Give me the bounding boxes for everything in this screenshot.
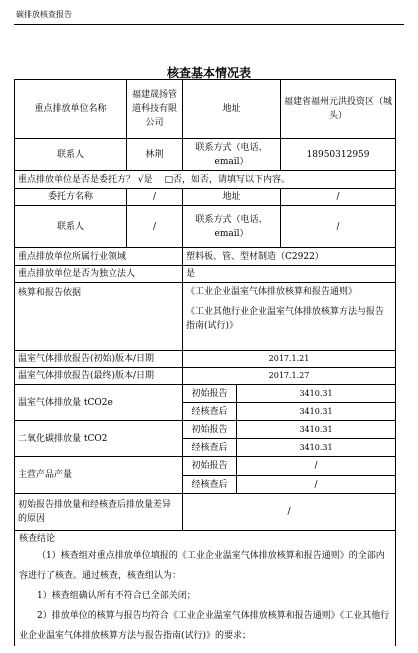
contact-value: 林荆 <box>127 139 183 171</box>
basis-item: 《工业其他行业企业温室气体排放核算方法与报告指南(试行)》 <box>186 307 385 331</box>
co2-initial-label: 初始报告 <box>183 421 237 439</box>
entrusted-question: 重点排放单位是否是委托方？ √是 □否，如否，请填写以下内容。 <box>15 171 396 189</box>
conclusion-paragraph: 1）核查组确认所有不符合已全部关闭； <box>37 591 196 601</box>
client-address-value: / <box>281 189 396 206</box>
table-row <box>15 189 396 206</box>
product-initial-value: / <box>237 457 396 476</box>
table-row <box>15 421 396 439</box>
client-name-value: / <box>127 189 183 206</box>
basis-item: 《工业企业温室气体排放核算和报告通则》 <box>186 287 358 297</box>
final-version-value: 2017.1.27 <box>183 368 396 385</box>
co2-initial-value: 3410.31 <box>237 421 396 439</box>
industry-value: 塑料板、管、型材制造（C2922） <box>183 248 396 266</box>
report-header: 碳排放核查报告 <box>16 10 72 19</box>
contact-label: 联系人 <box>15 139 127 171</box>
table-row <box>15 283 396 351</box>
contact-method-label: 联系方式（电话、email） <box>183 139 281 171</box>
product-final-label: 经核查后 <box>183 476 237 494</box>
client-address-label: 地址 <box>183 189 281 206</box>
diff-reason-label: 初始报告排放量和经核查后排放量差异的原因 <box>15 494 183 531</box>
co2-label: 二氧化碳排放量 tCO2 <box>15 421 183 457</box>
address-value: 福建省福州元洪投资区（城头） <box>281 80 396 139</box>
client-contact-label: 联系人 <box>15 206 127 248</box>
verification-info-table <box>14 79 396 646</box>
product-label: 主营产品产量 <box>15 457 183 494</box>
table-row <box>15 266 396 283</box>
client-contact-value: / <box>127 206 183 248</box>
ghg-initial-value: 3410.31 <box>237 385 396 403</box>
conclusion-paragraph: 2）排放单位的核算与报告均符合《工业企业温室气体排放核算和报告通则》《工业其他行业企业温室气体排放核算方法与报告指南(试行)》的要求； <box>19 611 390 641</box>
contact-method-value: 18950312959 <box>281 139 396 171</box>
table-row <box>15 351 396 368</box>
conclusion-paragraph: （1）核查组对重点排放单位填报的《工业企业温室气体排放核算和报告通则》的全部内容进行了核查。通过核查，核查组认为： <box>19 551 385 581</box>
table-title: 核查基本情况表 <box>166 66 251 80</box>
co2-final-value: 3410.31 <box>237 439 396 457</box>
header-divider <box>14 24 404 25</box>
ghg-label: 温室气体排放量 tCO2e <box>15 385 183 421</box>
ghg-initial-label: 初始报告 <box>183 385 237 403</box>
basis-value <box>183 283 396 351</box>
conclusion-cell <box>15 531 396 647</box>
initial-version-label: 温室气体排放报告(初始)版本/日期 <box>15 351 183 368</box>
client-method-label: 联系方式（电话、email） <box>183 206 281 248</box>
client-name-label: 委托方名称 <box>15 189 127 206</box>
table-row <box>15 368 396 385</box>
initial-version-value: 2017.1.21 <box>183 351 396 368</box>
address-label: 地址 <box>183 80 281 139</box>
table-row <box>15 531 396 647</box>
table-row <box>15 494 396 531</box>
independent-value: 是 <box>183 266 396 283</box>
product-initial-label: 初始报告 <box>183 457 237 476</box>
unit-name-label: 重点排放单位名称 <box>15 80 127 139</box>
unit-name-value: 福建晟扬管道科技有限公司 <box>127 80 183 139</box>
industry-label: 重点排放单位所属行业领域 <box>15 248 183 266</box>
table-row <box>15 457 396 476</box>
ghg-final-value: 3410.31 <box>237 403 396 421</box>
co2-final-label: 经核查后 <box>183 439 237 457</box>
conclusion-heading: 核查结论 <box>19 534 56 544</box>
table-row <box>15 206 396 248</box>
ghg-final-label: 经核查后 <box>183 403 237 421</box>
table-row <box>15 139 396 171</box>
table-row <box>15 80 396 139</box>
table-row <box>15 385 396 403</box>
product-final-value: / <box>237 476 396 494</box>
diff-reason-value: / <box>183 494 396 531</box>
client-method-value: / <box>281 206 396 248</box>
basis-label: 核算和报告依据 <box>15 283 183 351</box>
independent-label: 重点排放单位是否为独立法人 <box>15 266 183 283</box>
table-row <box>15 248 396 266</box>
final-version-label: 温室气体排放报告(最终)版本/日期 <box>15 368 183 385</box>
table-row <box>15 171 396 189</box>
